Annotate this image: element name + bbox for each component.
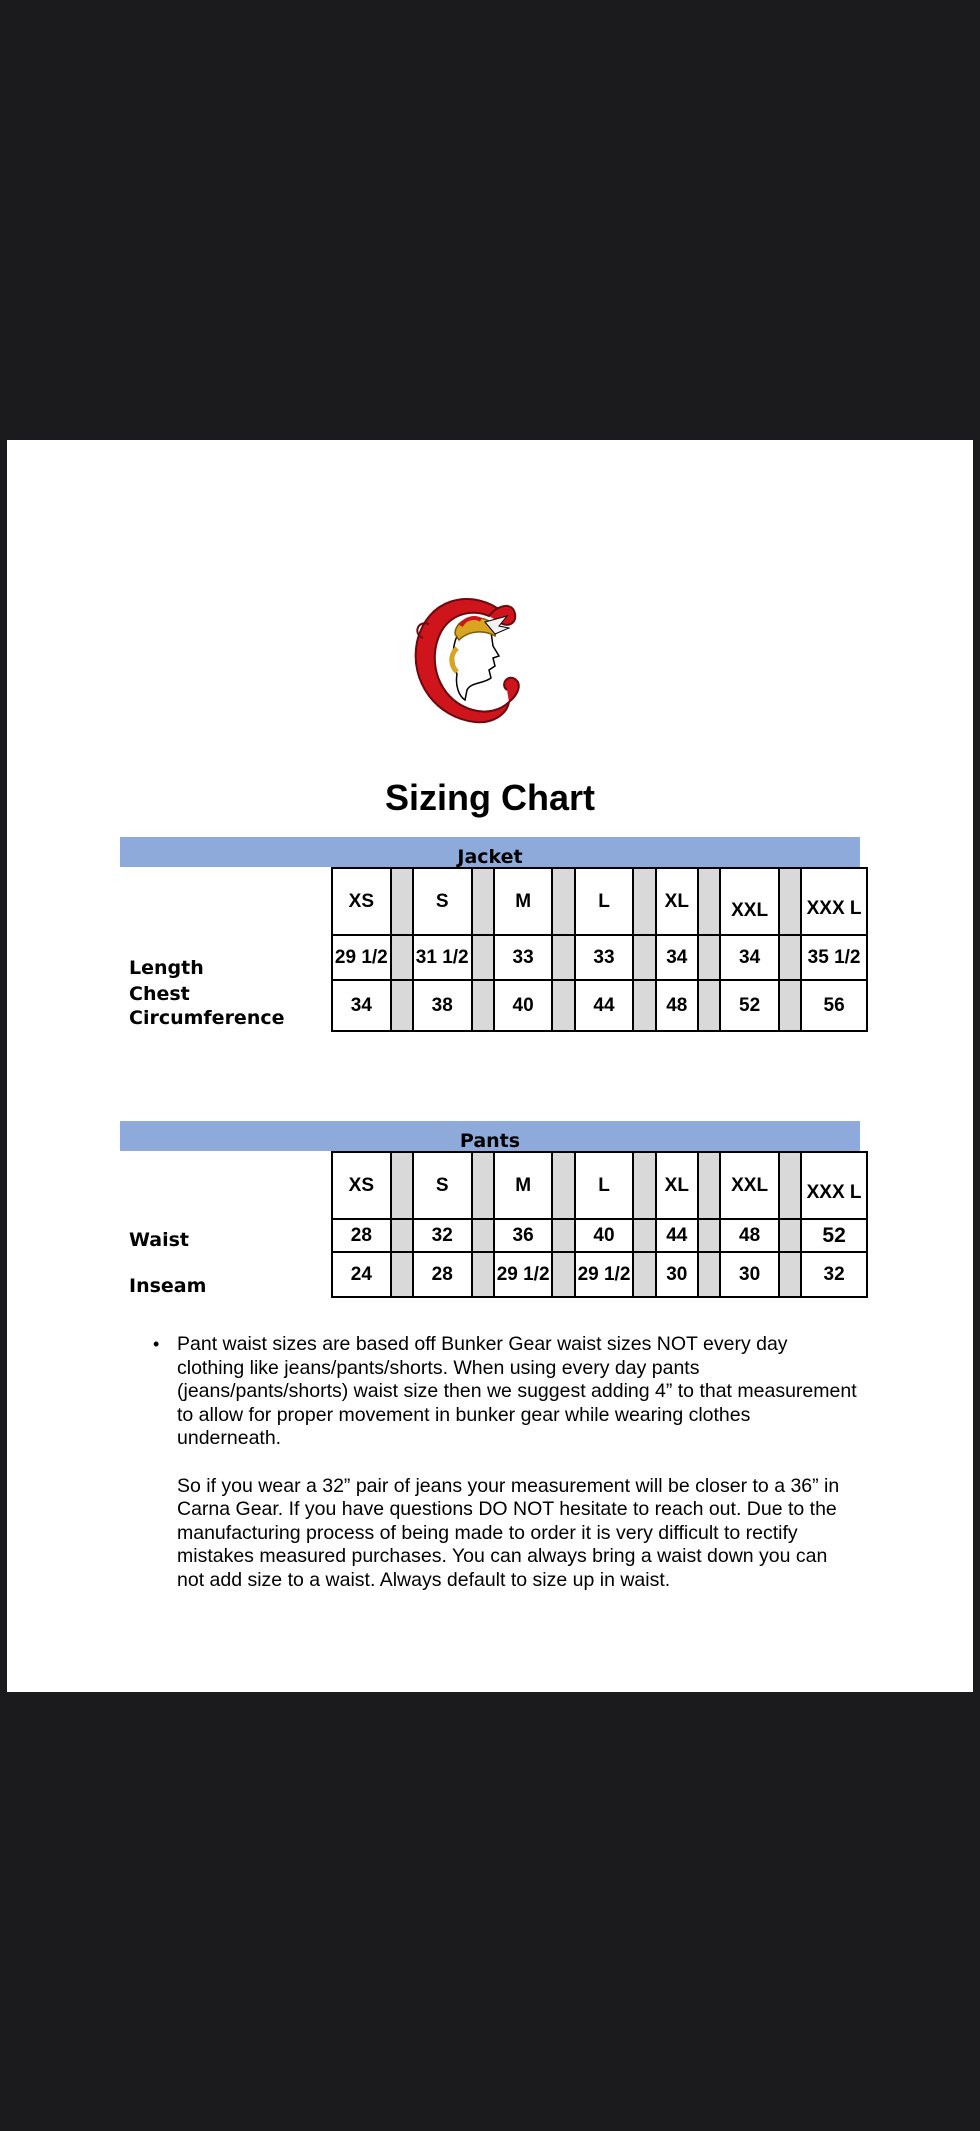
jacket-size-table xyxy=(331,867,868,1032)
table-row xyxy=(332,1252,867,1297)
gap-cell xyxy=(698,1152,720,1219)
gap-cell xyxy=(633,935,655,980)
jacket-row-label-length: Length xyxy=(129,957,204,979)
gap-cell xyxy=(391,868,413,935)
size-header: M xyxy=(494,1152,553,1219)
gap-cell xyxy=(633,980,655,1031)
waist-cell: 32 xyxy=(413,1219,472,1252)
table-row xyxy=(332,935,867,980)
waist-cell: 48 xyxy=(720,1219,779,1252)
pants-row-label-inseam: Inseam xyxy=(129,1275,207,1297)
length-cell: 29 1/2 xyxy=(332,935,391,980)
gap-cell xyxy=(552,1152,574,1219)
chest-cell: 40 xyxy=(494,980,553,1031)
document-page xyxy=(7,440,973,1692)
page-title: Sizing Chart xyxy=(384,777,595,818)
gap-cell xyxy=(552,935,574,980)
gap-cell xyxy=(552,1219,574,1252)
waist-cell: 28 xyxy=(332,1219,391,1252)
size-header: XL xyxy=(656,868,698,935)
size-header: XXX L xyxy=(801,868,867,935)
jacket-heading-band xyxy=(120,837,860,867)
gap-cell xyxy=(552,980,574,1031)
gap-cell xyxy=(391,980,413,1031)
gap-cell xyxy=(472,1252,494,1297)
size-header: XS xyxy=(332,1152,391,1219)
inseam-cell: 30 xyxy=(720,1252,779,1297)
inseam-cell: 24 xyxy=(332,1252,391,1297)
table-row xyxy=(332,868,867,935)
length-cell: 31 1/2 xyxy=(413,935,472,980)
gap-cell xyxy=(472,1219,494,1252)
gap-cell xyxy=(472,1152,494,1219)
pants-heading-band xyxy=(120,1121,860,1151)
size-header: M xyxy=(494,868,553,935)
gap-cell xyxy=(779,935,801,980)
gap-cell xyxy=(391,1252,413,1297)
inseam-cell: 30 xyxy=(656,1252,698,1297)
size-header: L xyxy=(575,868,634,935)
bullet-marker: • xyxy=(153,1334,160,1354)
chest-cell: 38 xyxy=(413,980,472,1031)
gap-cell xyxy=(698,935,720,980)
gap-cell xyxy=(472,868,494,935)
gap-cell xyxy=(698,980,720,1031)
size-header: S xyxy=(413,868,472,935)
size-header: XXL xyxy=(720,1152,779,1219)
size-header: XXL xyxy=(720,868,779,935)
gap-cell xyxy=(633,1252,655,1297)
length-cell: 35 1/2 xyxy=(801,935,867,980)
waist-cell: 40 xyxy=(575,1219,634,1252)
gap-cell xyxy=(633,1219,655,1252)
pants-heading: Pants xyxy=(459,1130,521,1152)
chest-cell: 52 xyxy=(720,980,779,1031)
gap-cell xyxy=(698,868,720,935)
chest-cell: 48 xyxy=(656,980,698,1031)
gap-cell xyxy=(391,1152,413,1219)
sizing-notes xyxy=(153,1333,857,1592)
gap-cell xyxy=(779,980,801,1031)
gap-cell xyxy=(391,1219,413,1252)
table-row xyxy=(332,980,867,1031)
gap-cell xyxy=(779,868,801,935)
length-cell: 34 xyxy=(656,935,698,980)
pants-row-label-waist: Waist xyxy=(129,1229,190,1251)
gap-cell xyxy=(779,1219,801,1252)
size-header: XS xyxy=(332,868,391,935)
table-row xyxy=(332,1152,867,1219)
waist-cell: 44 xyxy=(656,1219,698,1252)
gap-cell xyxy=(698,1219,720,1252)
waist-cell: 36 xyxy=(494,1219,553,1252)
gap-cell xyxy=(472,935,494,980)
length-cell: 34 xyxy=(720,935,779,980)
jacket-heading: Jacket xyxy=(457,846,523,868)
length-cell: 33 xyxy=(575,935,634,980)
length-cell: 33 xyxy=(494,935,553,980)
gap-cell xyxy=(779,1252,801,1297)
gap-cell xyxy=(633,868,655,935)
gap-cell xyxy=(391,935,413,980)
note-paragraph: So if you wear a 32” pair of jeans your measurement will be closer to a 36” in Carna Gear. If you have questions DO NOT hesitate to reach out. Due to the manufacturing process of being made to order it is very difficult to rectify mistakes measured purchases. You can always bring a waist down you can not add size to a waist. Always default to size up in waist. xyxy=(177,1474,840,1591)
size-header: S xyxy=(413,1152,472,1219)
chest-cell: 34 xyxy=(332,980,391,1031)
gap-cell xyxy=(552,1252,574,1297)
size-header: XXX L xyxy=(801,1152,867,1219)
size-header: L xyxy=(575,1152,634,1219)
gap-cell xyxy=(698,1252,720,1297)
chest-cell: 56 xyxy=(801,980,867,1031)
note-paragraph: Pant waist sizes are based off Bunker Gear waist sizes NOT every day clothing like jeans/pants/shorts. When using every day pants (jeans/pants/shorts) waist size then we suggest adding 4” to that measurement to allow for proper movement in bunker gear while wearing clothes underneath. xyxy=(177,1333,857,1449)
gap-cell xyxy=(779,1152,801,1219)
inseam-cell: 28 xyxy=(413,1252,472,1297)
jacket-row-label-chest: Chest Circumference xyxy=(129,983,285,1029)
pants-size-table xyxy=(331,1151,868,1298)
gap-cell xyxy=(472,980,494,1031)
gap-cell xyxy=(552,868,574,935)
inseam-cell: 29 1/2 xyxy=(494,1252,553,1297)
inseam-cell: 29 1/2 xyxy=(575,1252,634,1297)
crest-c-icon xyxy=(409,590,525,730)
size-header: XL xyxy=(656,1152,698,1219)
chest-cell: 44 xyxy=(575,980,634,1031)
waist-cell: 52 xyxy=(801,1219,867,1252)
table-row xyxy=(332,1219,867,1252)
gap-cell xyxy=(633,1152,655,1219)
inseam-cell: 32 xyxy=(801,1252,867,1297)
